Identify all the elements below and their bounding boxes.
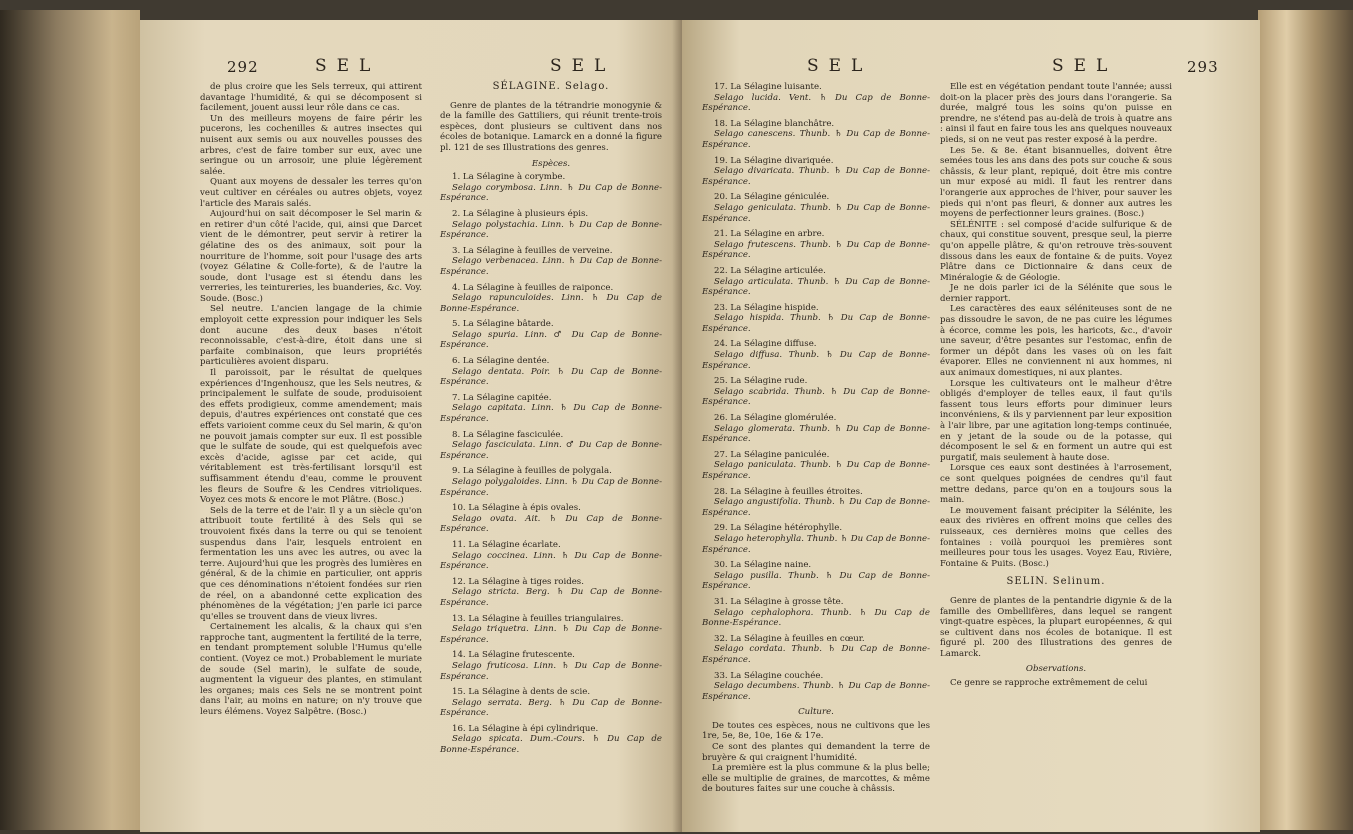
species-name: 21. La Sélagine en arbre. [714,229,825,240]
paragraph: Lorsque ces eaux sont destinées à l'arrosement, ce sont quelques poignées de cendres qu'il faut mettre dedans, parce qu'on en a toujours sous la main. [940,463,1172,506]
species-synonym: Selago triquetra. Linn. ♄ Du Cap de Bonne-Espérance. [440,624,662,645]
species-name: 2. La Sélagine à plusieurs épis. [452,208,589,219]
species-synonym: Selago dentata. Poir. ♄ Du Cap de Bonne-Espérance. [440,366,662,388]
paragraph: Sels de la terre et de l'air. Il y a un siècle qu'on attribuoit toute fertilité à des Sels qui se trouvoient fixés dans la terre ou qui se tenoient suspendus dans l'air, lesquels entroient en fermentation les uns avec les autres, ou avec la terre. Aujourd'hui que les progrès des lumières en général, & de la chimie en particulier, ont appris que ces dénominations n'étoient fondées sur rien de réel, on a abandonné cette explication des phénomènes de la végétation; j'en parle ici parce qu'elles se trouvent dans de vieux livres. [200,505,422,622]
species-name: 17. La Sélagine luisante. [714,82,822,92]
species-name: 32. La Sélagine à feuilles en cœur. [714,633,865,644]
species-synonym: Selago corymbosa. Linn. ♄ Du Cap de Bonne-Espérance. [440,182,662,204]
paragraph: Certainement les alcalis, & la chaux qui s'en rapproche tant, augmentent la fertilité de la terre, en tendant promptement soluble l'Humus qu'elle contient. (Voyez ce mot.) Probablement le muriate de soude (Sel marin), le sulfate de soude, augmentent la vigueur des plantes, en stimulant les organes; mais ces Sels ne se montrent point dans l'air, au moins en nature; on n'y trouve que leurs élémens. Voyez Salpêtre. (Bosc.) [200,622,422,718]
page-number-right: 293 [1187,58,1219,76]
species-name: 11. La Sélagine écarlate. [452,539,561,550]
species-name: 7. La Sélagine capitée. [452,392,552,403]
species-synonym: Selago cordata. Thunb. ♄ Du Cap de Bonne-Espérance. [702,644,930,665]
paragraph: Les 5e. & 8e. étant bisannuelles, doivent être semées tous les ans dans des pots sur couche & sous châssis, & leur plant, repiqué, doit être mis contre un mur exposé au midi. Il faut les rentrer dans l'orangerie aux approches de l'hiver, pour sauver les pieds qui n'ont pas fleuri, & donner aux autres les moyens de perfectionner leurs graines. (Bosc.) [940,145,1172,220]
species-synonym: Selago frutescens. Thunb. ♄ Du Cap de Bonne-Espérance. [702,239,930,261]
right-page [682,20,1260,832]
species-synonym: Selago hispida. Thunb. ♄ Du Cap de Bonne-Espérance. [702,313,930,334]
species-synonym: Selago diffusa. Thunb. ♄ Du Cap de Bonne-Espérance. [702,350,930,371]
species-synonym: Selago glomerata. Thunb. ♄ Du Cap de Bonne-Espérance. [702,423,930,445]
species-name: 3. La Sélagine à feuilles de verveine. [452,245,613,256]
species-name: 19. La Sélagine divariquée. [714,155,834,166]
species-list-right [702,82,930,702]
species-synonym: Selago geniculata. Thunb. ♄ Du Cap de Bonne-Espérance. [702,202,930,224]
species-name: 23. La Sélagine hispide. [714,302,819,313]
species-name: 33. La Sélagine couchée. [714,670,824,681]
species-synonym: Selago capitata. Linn. ♄ Du Cap de Bonne-Espérance. [440,403,662,425]
section-especes: Espèces. [531,158,571,169]
right-column-2 [940,82,1172,689]
species-name: 14. La Sélagine frutescente. [452,650,575,661]
species-synonym: Selago spuria. Linn. ♂ Du Cap de Bonne-Espérance. [440,329,662,351]
species-name: 30. La Sélagine naine. [714,560,812,571]
species-name: 28. La Sélagine à feuilles étroites. [714,486,863,497]
species-synonym: Selago scabrida. Thunb. ♄ Du Cap de Bonne-Espérance. [702,386,930,408]
left-column-1 [200,82,422,718]
running-head-right-col2: SEL [1052,56,1118,76]
paragraph: Les caractères des eaux séléniteuses sont de ne pas dissoudre le savon, de ne pas cuire les légumes à écorce, comme les pois, les haricots, &c., d'avoir une saveur, d'être pesantes sur l'estomac, enfin de former un dépôt dans les vases où on les fait évaporer. Elles ne conviennent ni aux hommes, ni aux animaux domestiques, ni aux plantes. [940,304,1172,379]
selin-last-line: Ce genre se rapproche extrêmement de celui [950,678,1148,689]
species-synonym: Selago paniculata. Thunb. ♄ Du Cap de Bonne-Espérance. [702,460,930,481]
culture-text [702,721,930,795]
species-name: 29. La Sélagine hétérophylle. [714,523,843,534]
species-synonym: Selago decumbens. Thunb. ♄ Du Cap de Bonne-Espérance. [702,681,930,702]
species-synonym: Selago polygaloides. Linn. ♄ Du Cap de Bonne-Espérance. [440,477,662,498]
species-synonym: Selago fruticosa. Linn. ♄ Du Cap de Bonne-Espérance. [440,660,662,682]
species-synonym: Selago fasciculata. Linn. ♂ Du Cap de Bonne-Espérance. [440,440,662,461]
paragraph: Sel neutre. L'ancien langage de la chimie employoit cette expression pour indiquer les Sels dont aucune des deux bases n'étoit reconnoissable, c'est-à-dire, étoit dans une si parfaite combinaison, que leurs propriétés particulières avoient disparu. [200,304,422,368]
species-synonym: Selago polystachia. Linn. ♄ Du Cap de Bonne-Espérance. [440,219,662,241]
species-synonym: Selago coccinea. Linn. ♄ Du Cap de Bonne-Espérance. [440,550,662,572]
paragraph: Aujourd'hui on sait décomposer le Sel marin & en retirer d'un côté l'acide, qui, ainsi que Darcet vient de le démontrer, peut servir à retirer la gélatine des os des animaux, soit pour la nourriture de l'homme, soit pour l'usage des arts (voyez Gélatine & Colle-forte), & de l'autre la soude, dont l'usage est si étendu dans les verreries, les teintureries, les buanderies, &c. Voy. Soude. (Bosc.) [200,209,422,304]
species-name: 20. La Sélagine géniculée. [714,192,830,203]
species-name: 8. La Sélagine fasciculée. [452,429,564,440]
paragraph: Elle est en végétation pendant toute l'année; aussi doit-on la placer près des jours dans l'orangerie. Sa durée, malgré tous les soins qu'on puisse en prendre, ne s'étend pas au-delà de trois à quatre ans : ainsi il faut en faire tous les ans quelques nouveaux pieds, si on ne veut pas rester exposé à la perdre. [940,82,1172,145]
species-name: 1. La Sélagine à corymbe. [452,172,566,183]
species-synonym: Selago ovata. Ait. ♄ Du Cap de Bonne-Espérance. [440,513,662,535]
section-observations: Observations. [1025,664,1087,675]
species-name: 25. La Sélagine rude. [714,376,808,387]
entry-title-selagine: SÉLAGINE. Selago. [492,81,610,92]
species-synonym: Selago serrata. Berg. ♄ Du Cap de Bonne-Espérance. [440,697,662,719]
species-name: 6. La Sélagine dentée. [452,356,550,367]
selenite-text [940,82,1172,569]
paragraph: Ce sont des plantes qui demandent la terre de bruyère & qui craignent l'humidité. [702,742,930,763]
species-name: 27. La Sélagine paniculée. [714,449,830,460]
species-name: 18. La Sélagine blanchâtre. [714,118,835,129]
page-number-left: 292 [227,58,259,76]
species-name: 12. La Sélagine à tiges roides. [452,576,584,587]
species-name: 15. La Sélagine à dents de scie. [452,687,591,698]
left-page-edges [0,10,140,830]
species-synonym: Selago verbenacea. Linn. ♄ Du Cap de Bonne-Espérance. [440,256,662,277]
species-name: 31. La Sélagine à grosse tête. [714,596,844,607]
section-culture: Culture. [798,707,834,718]
species-synonym: Selago divaricata. Thunb. ♄ Du Cap de Bonne-Espérance. [702,166,930,187]
species-name: 9. La Sélagine à feuilles de polygala. [452,466,612,477]
species-list-left [440,172,662,756]
right-page-edges [1258,10,1353,830]
running-head-left-col2: SEL [550,56,616,76]
species-synonym: Selago articulata. Thunb. ♄ Du Cap de Bonne-Espérance. [702,276,930,298]
species-name: 22. La Sélagine articulée. [714,265,826,276]
paragraph: Le mouvement faisant précipiter la Sélénite, les eaux des rivières en offrent moins que celles des ruisseaux, ces dernières moins que celles des fontaines : voilà pourquoi les premières sont meilleures pour tous les usages. Voyez Eau, Rivière, Fontaine & Puits. (Bosc.) [940,505,1172,569]
selagine-intro: Genre de plantes de la tétrandrie monogynie & de la famille des Gattiliers, qui réunit trente-trois espèces, dont plusieurs se cultivent dans nos écoles de botanique. Lamarck en a donné la figure pl. 121 de ses Illustrations des genres. [440,100,662,153]
paragraph: de plus croire que les Sels terreux, qui attirent davantage l'humidité, & qui se décomposent si facilement, jouent aussi leur rôle dans ce cas. [200,82,422,114]
paragraph: Quant aux moyens de dessaler les terres qu'on veut cultiver en céréales ou autres objets, voyez l'article des Marais salés. [200,177,422,209]
species-name: 5. La Sélagine bâtarde. [452,319,554,330]
left-page [140,20,682,832]
right-column-1 [702,82,930,795]
selin-text: Genre de plantes de la pentandrie digynie & de la famille des Ombellifères, dans lequel se rangent vingt-quatre espèces, la plupart européennes, & qui se cultivent dans nos écoles de botanique. Il est figuré pl. 200 des Illustrations des genres de Lamarck. [940,595,1172,659]
species-synonym: Selago spicata. Dum.-Cours. ♄ Du Cap de Bonne-Espérance. [440,734,662,756]
species-synonym: Selago angustifolia. Thunb. ♄ Du Cap de Bonne-Espérance. [702,497,930,518]
species-synonym: Selago lucida. Vent. ♄ Du Cap de Bonne-Espérance. [702,92,930,114]
paragraph: SÉLÉNITE : sel composé d'acide sulfurique & de chaux, qui constitue souvent, presque seul, la pierre qu'on appelle plâtre, & qu'on retrouve très-souvent dissous dans les eaux de fontaine & de puits. Voyez Plâtre dans ce Dictionnaire & dans ceux de Minéralogie & de Géologie. [940,219,1172,283]
paragraph: De toutes ces espèces, nous ne cultivons que les 1re, 5e, 8e, 10e, 16e & 17e. [702,720,930,742]
entry-title-selin: SELIN. Selinum. [1006,576,1106,588]
running-head-right-col1: SEL [807,56,873,76]
species-name: 16. La Sélagine à épi cylindrique. [452,723,599,734]
paragraph: La première est la plus commune & la plus belle; elle se multiplie de graines, de marcottes, & même de boutures faites sur une couche à châssis. [702,763,930,795]
species-synonym: Selago rapunculoides. Linn. ♄ Du Cap de Bonne-Espérance. [440,293,662,314]
paragraph: Je ne dois parler ici de la Sélénite que sous le dernier rapport. [940,283,1172,304]
running-head-left-col1: SEL [315,56,381,76]
species-synonym: Selago stricta. Berg. ♄ Du Cap de Bonne-Espérance. [440,587,662,608]
paragraph: Un des meilleurs moyens de faire périr les pucerons, les cochenilles & autres insectes qui nuisent aux semis ou aux nouvelles pousses des arbres, c'est de faire tomber sur eux, avec une seringue ou un arrosoir, une pluie légèrement salée. [200,113,422,177]
species-synonym: Selago heterophylla. Thunb. ♄ Du Cap de Bonne-Espérance. [702,533,930,555]
paragraph: Lorsque les cultivateurs ont le malheur d'être obligés d'employer de telles eaux, il faut qu'ils fassent tous leurs efforts pour diminuer leurs inconvéniens, & ils y parviennent par leur exposition à l'air libre, par une agitation long-temps continuée, en y jetant de la soude ou de la potasse, qui décomposent le sel & en forment un autre qui est purgatif, mais seulement à haute dose. [940,378,1172,463]
species-name: 13. La Sélagine à feuilles triangulaires. [452,613,624,624]
species-synonym: Selago cephalophora. Thunb. ♄ Du Cap de Bonne-Espérance. [702,607,930,629]
species-name: 10. La Sélagine à épis ovales. [452,503,581,514]
species-name: 4. La Sélagine à feuilles de raiponce. [452,282,614,293]
species-synonym: Selago canescens. Thunb. ♄ Du Cap de Bonne-Espérance. [702,129,930,150]
species-name: 24. La Sélagine diffuse. [714,339,817,350]
species-name: 26. La Sélagine glomérulée. [714,413,837,424]
left-column-2 [440,82,662,761]
species-synonym: Selago pusilla. Thunb. ♄ Du Cap de Bonne-Espérance. [702,570,930,592]
paragraph: Il paroissoit, par le résultat de quelques expériences d'Ingenhousz, que les Sels neutres, & principalement le sulfate de soude, produisoient des effets prodigieux, comme amendement; mais depuis, d'autres expériences ont constaté que ces effets varioient comme ceux du Sel marin, & qu'on ne pouvoit jamais compter sur eux. Il est possible que le sulfate de soude, qui est quelquefois avec excès d'acide, agisse par cet acide, qui véritablement est très-fertilisant lorsqu'il est suffisamment étendu d'eau, comme le prouvent les fleurs de Soufre & les Cendres vitrioliques. Voyez ces mots & encore le mot Plâtre. (Bosc.) [200,368,422,506]
